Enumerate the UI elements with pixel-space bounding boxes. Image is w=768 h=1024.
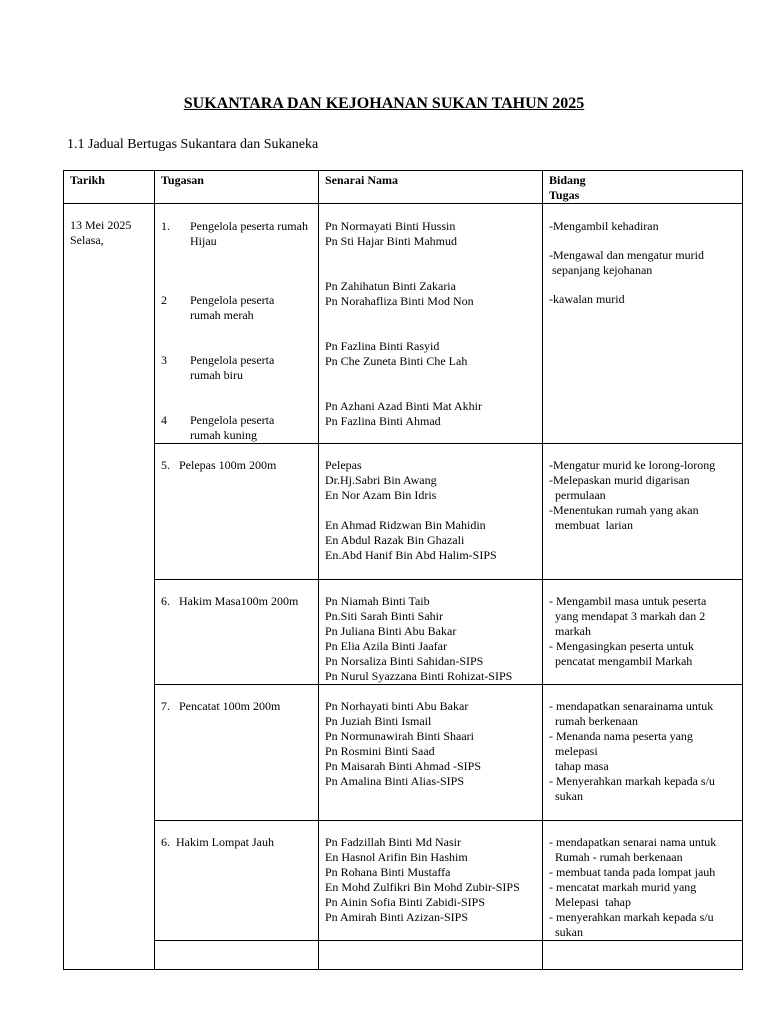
names-cell bbox=[319, 821, 543, 941]
name-entry: Pn Nurul Syazzana Binti Rohizat-SIPS bbox=[325, 669, 513, 683]
empty-cell bbox=[155, 941, 319, 970]
empty-cell bbox=[543, 941, 743, 970]
header-bidang-line1: Bidang bbox=[549, 173, 586, 187]
duty-line: - mendapatkan senarai nama untuk bbox=[549, 835, 717, 849]
empty-cell bbox=[319, 941, 543, 970]
table-row bbox=[64, 204, 743, 444]
date-cell bbox=[64, 204, 155, 970]
names-cell bbox=[319, 204, 543, 444]
name-entry: En Nor Azam Bin Idris bbox=[325, 488, 437, 502]
names-cell bbox=[319, 444, 543, 580]
task-label: 7. Pencatat 100m 200m bbox=[161, 699, 281, 713]
duty-line: - membuat tanda pada lompat jauh bbox=[549, 865, 716, 879]
task-label: 5. Pelepas 100m 200m bbox=[161, 458, 277, 472]
table-row bbox=[64, 685, 743, 821]
name-entry: Pn Ainin Sofia Binti Zabidi-SIPS bbox=[325, 895, 486, 909]
name-entry: Pn Sti Hajar Binti Mahmud bbox=[325, 234, 457, 248]
name-entry: En Abdul Razak Bin Ghazali bbox=[325, 533, 465, 547]
name-entry: Pn Amalina Binti Alias-SIPS bbox=[325, 774, 465, 788]
duty-line: - Mengasingkan peserta untuk bbox=[549, 639, 694, 653]
duty-line: sepanjang kejohanan bbox=[549, 263, 653, 277]
header-bidang-line2: Tugas bbox=[549, 188, 580, 202]
duties-cell bbox=[543, 821, 743, 941]
task-number: 2 bbox=[161, 293, 167, 307]
task-label: Pengelola peserta rumah bbox=[190, 219, 308, 233]
header-tarikh: Tarikh bbox=[64, 171, 155, 204]
task-label: Hijau bbox=[190, 234, 217, 248]
duty-line: - menyerahkan markah kepada s/u bbox=[549, 910, 714, 924]
name-entry: Pn Normayati Binti Hussin bbox=[325, 219, 456, 233]
name-entry: Pn Niamah Binti Taib bbox=[325, 594, 430, 608]
table-row bbox=[64, 444, 743, 580]
duty-line: sukan bbox=[549, 925, 583, 939]
duty-line: -Mengambil kehadiran bbox=[549, 219, 659, 233]
duty-line: Melepasi tahap bbox=[549, 895, 631, 909]
name-entry: Pn Juliana Binti Abu Bakar bbox=[325, 624, 457, 638]
duty-line: -Melepaskan murid digarisan bbox=[549, 473, 690, 487]
name-entry: Pn Norahafliza Binti Mod Non bbox=[325, 294, 474, 308]
duty-line: melepasi bbox=[549, 744, 598, 758]
task-item bbox=[161, 293, 318, 323]
task-number: 4 bbox=[161, 413, 167, 427]
duty-line: pencatat mengambil Markah bbox=[549, 654, 693, 668]
table-row bbox=[64, 580, 743, 685]
header-tugasan: Tugasan bbox=[155, 171, 319, 204]
name-entry: En Ahmad Ridzwan Bin Mahidin bbox=[325, 518, 486, 532]
task-cell bbox=[155, 444, 319, 580]
name-entry: Pn Rosmini Binti Saad bbox=[325, 744, 435, 758]
name-entry: Pn Normunawirah Binti Shaari bbox=[325, 729, 474, 743]
duty-schedule-table bbox=[63, 170, 743, 970]
name-entry: Pn Fadzillah Binti Md Nasir bbox=[325, 835, 461, 849]
duty-line: - mencatat markah murid yang bbox=[549, 880, 697, 894]
table-row bbox=[64, 821, 743, 941]
name-entry: Pn Azhani Azad Binti Mat Akhir bbox=[325, 399, 482, 413]
task-label: Pengelola peserta bbox=[190, 413, 275, 427]
name-entry: Pn Maisarah Binti Ahmad -SIPS bbox=[325, 759, 482, 773]
name-entry: Pn Che Zuneta Binti Che Lah bbox=[325, 354, 468, 368]
name-entry: Pn.Siti Sarah Binti Sahir bbox=[325, 609, 444, 623]
task-label: 6. Hakim Masa100m 200m bbox=[161, 594, 299, 608]
duty-line: - mendapatkan senarainama untuk bbox=[549, 699, 714, 713]
table-header-row bbox=[64, 171, 743, 204]
duty-line: -Mengawal dan mengatur murid bbox=[549, 248, 704, 262]
name-entry: Pn Norsaliza Binti Sahidan-SIPS bbox=[325, 654, 484, 668]
task-number: 3 bbox=[161, 353, 167, 367]
task-cell bbox=[155, 685, 319, 821]
task-item bbox=[161, 219, 318, 249]
duty-line: permulaan bbox=[549, 488, 606, 502]
duty-line: -kawalan murid bbox=[549, 292, 625, 306]
name-entry: En Hasnol Arifin Bin Hashim bbox=[325, 850, 468, 864]
task-label: Pengelola peserta bbox=[190, 353, 275, 367]
names-cell bbox=[319, 580, 543, 685]
task-cell bbox=[155, 204, 319, 444]
duties-cell bbox=[543, 204, 743, 444]
name-entry: Pn Juziah Binti Ismail bbox=[325, 714, 432, 728]
duty-line: -Menentukan rumah yang akan bbox=[549, 503, 699, 517]
task-number: 1. bbox=[161, 219, 170, 233]
task-label: rumah kuning bbox=[190, 428, 257, 442]
name-entry: Dr.Hj.Sabri Bin Awang bbox=[325, 473, 437, 487]
name-entry: Pelepas bbox=[325, 458, 362, 472]
duty-line: tahap masa bbox=[549, 759, 609, 773]
duty-line: sukan bbox=[549, 789, 583, 803]
duties-cell bbox=[543, 444, 743, 580]
task-label: rumah biru bbox=[190, 368, 243, 382]
header-bidang-tugas bbox=[543, 171, 743, 204]
duty-line: Rumah - rumah berkenaan bbox=[549, 850, 683, 864]
name-entry: Pn Rohana Binti Mustaffa bbox=[325, 865, 451, 879]
name-entry: Pn Fazlina Binti Rasyid bbox=[325, 339, 440, 353]
duty-line: -Mengatur murid ke lorong-lorong bbox=[549, 458, 716, 472]
task-label: rumah merah bbox=[190, 308, 254, 322]
duty-line: - Menyerahkan markah kepada s/u bbox=[549, 774, 715, 788]
task-item bbox=[161, 353, 318, 383]
duty-line: - Menanda nama peserta yang bbox=[549, 729, 693, 743]
page-title: SUKANTARA DAN KEJOHANAN SUKAN TAHUN 2025 bbox=[183, 95, 585, 112]
name-entry: Pn Norhayati binti Abu Bakar bbox=[325, 699, 469, 713]
name-entry: Pn Elia Azila Binti Jaafar bbox=[325, 639, 447, 653]
task-item bbox=[161, 413, 318, 443]
table-row-empty bbox=[64, 941, 743, 970]
duty-line: membuat larian bbox=[549, 518, 633, 532]
name-entry: Pn Amirah Binti Azizan-SIPS bbox=[325, 910, 469, 924]
task-cell bbox=[155, 821, 319, 941]
date-line1: 13 Mei 2025 bbox=[70, 218, 132, 232]
date-line2: Selasa, bbox=[70, 233, 104, 247]
name-entry: En Mohd Zulfikri Bin Mohd Zubir-SIPS bbox=[325, 880, 520, 894]
names-cell bbox=[319, 685, 543, 821]
duty-line: markah bbox=[549, 624, 591, 638]
name-entry: Pn Fazlina Binti Ahmad bbox=[325, 414, 441, 428]
name-entry: En.Abd Hanif Bin Abd Halim-SIPS bbox=[325, 548, 497, 562]
duty-line: - Mengambil masa untuk peserta bbox=[549, 594, 707, 608]
task-label: 6. Hakim Lompat Jauh bbox=[161, 835, 274, 849]
duties-cell bbox=[543, 580, 743, 685]
section-heading: 1.1 Jadual Bertugas Sukantara dan Sukaneka bbox=[67, 137, 319, 152]
duty-line: rumah berkenaan bbox=[549, 714, 638, 728]
duty-line: yang mendapat 3 markah dan 2 bbox=[549, 609, 706, 623]
duties-cell bbox=[543, 685, 743, 821]
task-cell bbox=[155, 580, 319, 685]
task-label: Pengelola peserta bbox=[190, 293, 275, 307]
header-senarai-nama: Senarai Nama bbox=[319, 171, 543, 204]
name-entry: Pn Zahihatun Binti Zakaria bbox=[325, 279, 456, 293]
